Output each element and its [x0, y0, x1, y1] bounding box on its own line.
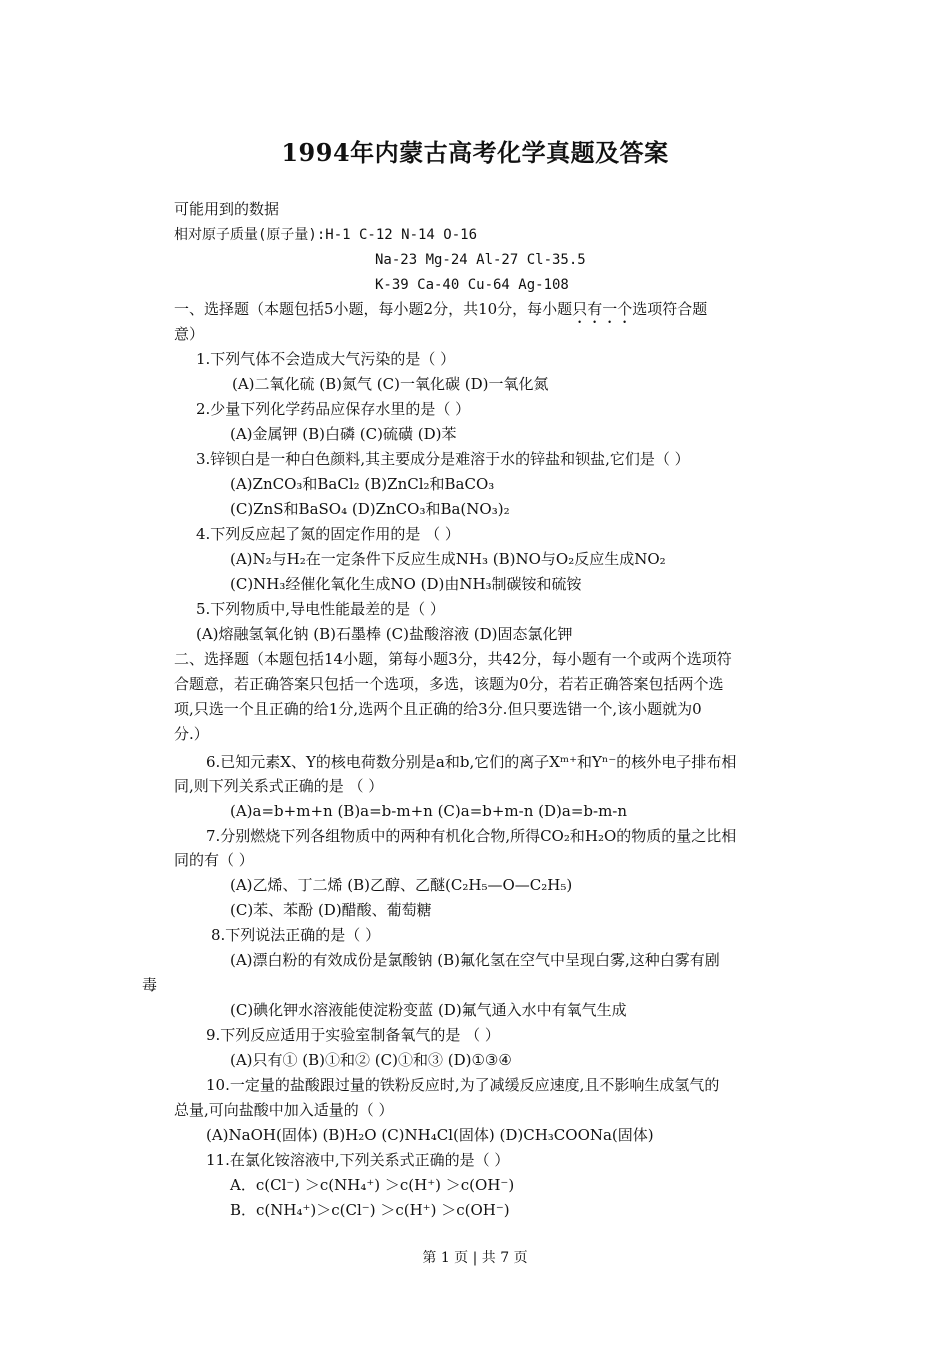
section-1-heading-cont: 意）: [174, 325, 205, 343]
question-3-options-1: (A)ZnCO₃和BaCl₂ (B)ZnCl₂和BaCO₃: [230, 475, 495, 493]
question-1: 1.下列气体不会造成大气污染的是（ ）: [196, 350, 456, 368]
question-8-options-wrap: 毒: [142, 976, 158, 994]
question-7-line-2: 同的有（ ）: [174, 851, 254, 869]
question-8: 8.下列说法正确的是（ ）: [211, 926, 381, 944]
section-1-heading: [174, 299, 707, 327]
question-7-options-1: (A)乙烯、丁二烯 (B)乙醇、乙醚(C₂H₅—O—C₂H₅): [230, 876, 573, 894]
question-4: 4.下列反应起了氮的固定作用的是 （ ）: [196, 525, 460, 543]
question-6-line-2: 同,则下列关系式正确的是 （ ）: [174, 777, 384, 795]
question-7-line-1: 7.分别燃烧下列各组物质中的两种有机化合物,所得CO₂和H₂O的物质的量之比相: [206, 827, 737, 845]
section-2-heading-4: 分.）: [174, 725, 209, 743]
question-2: 2.少量下列化学药品应保存水里的是（ ）: [196, 400, 471, 418]
section-2-heading-1: 二、选择题（本题包括14小题，第每小题3分，共42分，每小题有一个或两个选项符: [174, 650, 732, 668]
question-10-line-2: 总量,可向盐酸中加入适量的（ ）: [174, 1101, 394, 1119]
section-1-emphasis: 只有一个: [572, 300, 633, 318]
question-6-line-1: 6.已知元素X、Y的核电荷数分别是a和b,它们的离子Xᵐ⁺和Yⁿ⁻的核外电子排布相: [206, 753, 737, 771]
question-4-options-2: (C)NH₃经催化氧化生成NO (D)由NH₃制碳铵和硫铵: [230, 575, 582, 593]
question-11-option-a: A．c(Cl⁻) ＞c(NH₄⁺) ＞c(H⁺) ＞c(OH⁻): [230, 1176, 515, 1194]
question-8-options-a: (A)漂白粉的有效成份是氯酸钠 (B)氟化氢在空气中呈现白雾,这种白雾有剧: [230, 951, 720, 969]
question-2-options: (A)金属钾 (B)白磷 (C)硫磺 (D)苯: [230, 425, 457, 443]
question-10-options: (A)NaOH(固体) (B)H₂O (C)NH₄Cl(固体) (D)CH₃COONa(固体): [206, 1126, 654, 1144]
atomic-mass-line-1: 相对原子质量(原子量):H-1 C-12 N-14 O-16: [174, 227, 478, 243]
document-title: 1994年内蒙古高考化学真题及答案: [281, 138, 669, 167]
question-8-options-c: (C)碘化钾水溶液能使淀粉变蓝 (D)氟气通入水中有氧气生成: [230, 1001, 627, 1019]
page-footer: 第 1 页 | 共 7 页: [422, 1250, 528, 1266]
question-4-options-1: (A)N₂与H₂在一定条件下反应生成NH₃ (B)NO与O₂反应生成NO₂: [230, 550, 666, 568]
question-6-options: (A)a=b+m+n (B)a=b-m+n (C)a=b+m-n (D)a=b-m-n: [230, 802, 628, 820]
question-5-options: (A)熔融氢氧化钠 (B)石墨棒 (C)盐酸溶液 (D)固态氯化钾: [196, 625, 573, 643]
section-1-text-a: 一、选择题（本题包括5小题，每小题2分，共10分，每小题: [174, 300, 573, 318]
question-3: 3.锌钡白是一种白色颜料,其主要成分是难溶于水的锌盐和钡盐,它们是（ ）: [196, 450, 690, 468]
atomic-mass-line-2: Na-23 Mg-24 Al-27 Cl-35.5: [375, 252, 586, 268]
question-10-line-1: 10.一定量的盐酸跟过量的铁粉反应时,为了减缓反应速度,且不影响生成氢气的: [206, 1076, 720, 1094]
question-3-options-2: (C)ZnS和BaSO₄ (D)ZnCO₃和Ba(NO₃)₂: [230, 500, 510, 518]
question-11-option-b: B．c(NH₄⁺)＞c(Cl⁻) ＞c(H⁺) ＞c(OH⁻): [230, 1201, 510, 1219]
question-5: 5.下列物质中,导电性能最差的是（ ）: [196, 600, 445, 618]
question-1-options: (A)二氧化硫 (B)氮气 (C)一氧化碳 (D)一氧化氮: [232, 375, 549, 393]
question-11: 11.在氯化铵溶液中,下列关系式正确的是（ ）: [206, 1151, 510, 1169]
question-9-options: (A)只有① (B)①和② (C)①和③ (D)①③④: [230, 1051, 512, 1069]
question-7-options-2: (C)苯、苯酚 (D)醋酸、葡萄糖: [230, 901, 432, 919]
section-1-text-b: 选项符合题: [632, 300, 708, 318]
question-9: 9.下列反应适用于实验室制备氧气的是 （ ）: [206, 1026, 500, 1044]
section-2-heading-3: 项,只选一个且正确的给1分,选两个且正确的给3分.但只要选错一个,该小题就为0: [174, 700, 702, 718]
section-2-heading-2: 合题意，若正确答案只包括一个选项，多选，该题为0分，若若正确答案包括两个选: [174, 675, 724, 693]
atomic-mass-line-3: K-39 Ca-40 Cu-64 Ag-108: [375, 277, 569, 293]
data-heading: 可能用到的数据: [174, 200, 280, 218]
